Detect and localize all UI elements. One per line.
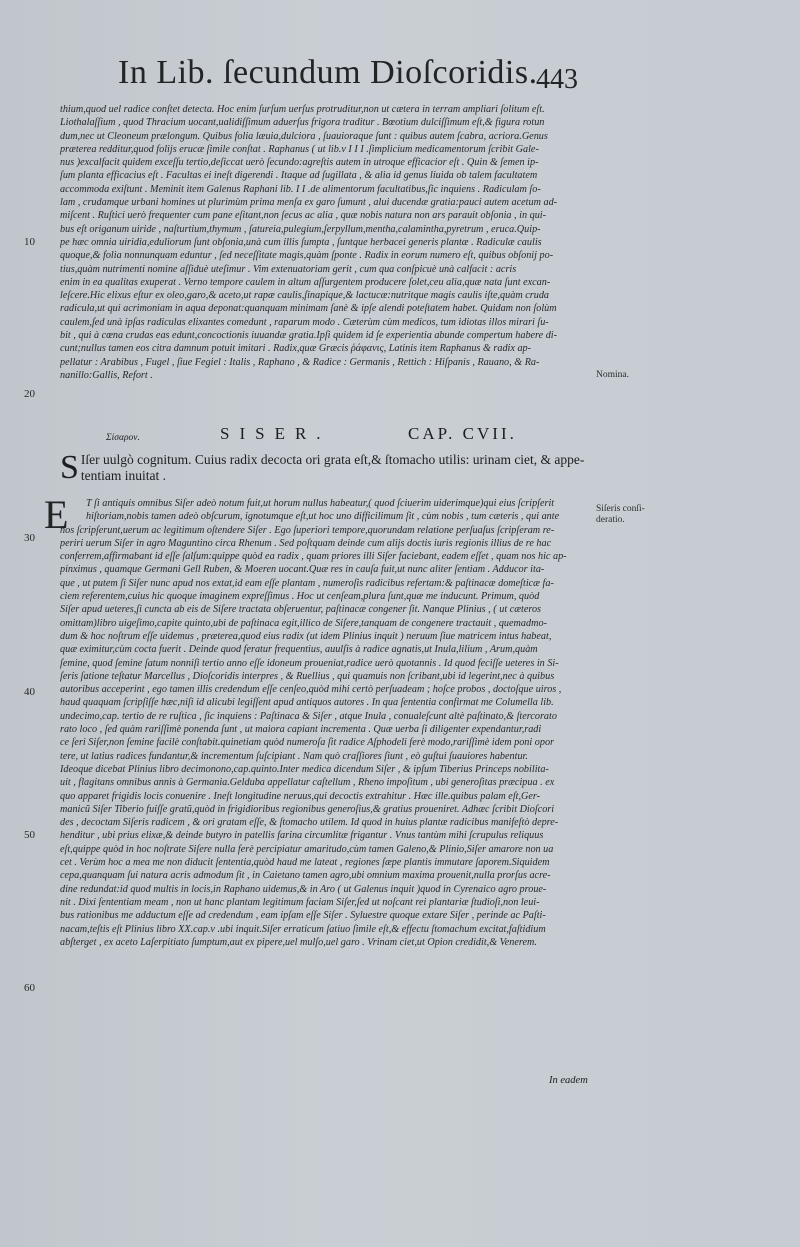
text-line: Ideoque dicebat Plinius libro decimonono,cap.quinto.Inter medica dicendum Siſer , & ipſum Tiberius Princeps nobilita- xyxy=(60,763,549,775)
margin-note-nomina: Nomina. xyxy=(596,370,629,380)
text-line: henditur , ubi prius elixæ,& deinde butyro in patellis farina circumlitæ frigantur . Vnus tantùm mihi ſcrupulus reliquus xyxy=(60,830,544,842)
chapter-summary xyxy=(60,449,600,486)
summary-text: Iſer uulgò cognitum. Cuius radix decocta ori grata eſt,& ſtomacho utilis: urinam ciet, & appe-tentiam inuitat . xyxy=(80,452,585,483)
text-line: rato loco , ſed quàm rariſſimè ponenda ſunt , ut maiora capiant incrementa . Quæ uerba ſi diligenter expendantur,radi xyxy=(60,724,542,736)
text-line: des , decoctam Siſeris radicem , & ori gratam eſſe, & ſtomacho utilem. Id quod in huius plantæ radicibus manifeſtò depre- xyxy=(60,817,559,829)
text-line: ciem referentem,cuius hic quoque imaginem expreſſimus . Hoc ut cenſeam,plura ſunt,quæ me inducunt. Primum, quòd xyxy=(60,591,540,603)
text-line: que , ut putem ſi Siſer nunc apud nos extat,id eam eſſe plantam , numeroſis radicibus refertam:& paſtinacæ domeſticæ fa- xyxy=(60,577,554,589)
text-line: dine redundat:id quod multis in locis,in Raphano uidemus,& in Aro ( ut Galenus inquit )quod in Cyrenaico agro proue- xyxy=(60,883,547,895)
line-number: 10 xyxy=(24,236,35,248)
text-line: accommoda exiſtunt . Meminit item Galenus Raphani lib. I I .de alimentorum facultatibus,ſic inquiens . Radiculam ſo- xyxy=(60,183,541,195)
text-line: periri uerum Siſer in agro Maguntino circa Rhenum . Sed poſtquam deinde cum alijs doctis iuris regionis illius de re hac xyxy=(60,537,552,549)
text-line: Siſer apud ueteres,ſi cuncta ab eis de Siſere tractata obſeruentur, paſtinacæ congener ſit. Nanque Plinius , ( ut cæteros xyxy=(60,604,542,616)
text-line: enim in ea qualitas exuperat . Verno tempore caulem in altum aſſurgentem producere ſolet,ceu alia,quæ nata ſunt excan- xyxy=(60,276,551,288)
text-line: quoque,& folia nonnunquam eduntur , ſed neceſſitate magis,quàm ſponte . Radix in eorum numero eſt, quibus obſonij po- xyxy=(60,250,554,262)
text-line: pe hæc omnia uiridia,eduliorum ſunt obſonia,unà cum illis ſumpta , ſuntque herbacei generis plantæ . Radiculæ caulis xyxy=(60,236,542,248)
chapter-heading: SISER. xyxy=(220,424,331,443)
text-line: tere, ut latius radices fundantur,& incrementum ſuſcipiant . Nam quò craſſiores ſiunt , eò guſtui ſuauiores habentur. xyxy=(60,750,528,762)
text-line: nus )excalfacit quidem exceſſu tertio,deſiccat uerò ſecundo:agreſtis autem in utroque efficacior eſt . Quin & ſemen ip- xyxy=(60,157,539,169)
text-line: pinximus , quamque Germani Gell Ruben, & Moeren uocant.Quæ res in cauſa fuit,ut nunc aliter ſentiam . Adducor ita- xyxy=(60,564,545,576)
text-line: ſemine, quod ſemine ſatum nonniſi tertio anno eſſe idoneum proueniat,radice uerò quotannis . Id quod feciſſe ueteres in Si- xyxy=(60,657,559,669)
drop-cap-initial: E xyxy=(44,492,69,537)
text-line: præterea redditur,quod folijs erucæ ſimile conſtat . Raphanus ( ut lib.v I I I .ſimplicium medicamentorum ſcribit Gale- xyxy=(60,143,539,155)
text-line: abſterget , ex aceto Laſerpitiato ſumptum,aut ex pipere,uel mulſo,uel garo . Vrinam ciet,ut Opion credidit,& Venerem. xyxy=(60,936,537,948)
text-line: bus eſt origanum uiride , naſturtium,thymum , ſatureia,pulegium,ſerpyllum,mentha,calamintha,pyretrum , eruca.Quip- xyxy=(60,223,541,235)
page-number: 443 xyxy=(536,64,578,95)
text-line: dum,nec ut Cleoneum prælongum. Quibus folia læuia,dulciora , ſuauioraque ſunt : quibus autem ſcabra, acriora.Genus xyxy=(60,130,548,142)
text-line: eſt,quippe quòd in hoc noſtrate Siſere nulla ferè percipiatur amaritudo,cùm tamen Galeno,& Plinio,Siſer amarore non ua xyxy=(60,843,554,855)
text-line: pellatur : Arabibus , Fugel , ſiue Fegiel : Italis , Raphano , & Radice : Germanis , Rettich : Hiſpanis , Rauano, & Ra- xyxy=(60,356,540,368)
text-line: bit , qui à cœna crudas eas edunt,concoctionis iuuandæ gratia.Ipſi quidem id ſe experientia abunde compertum habere di- xyxy=(60,330,558,342)
margin-note-line: deratio. xyxy=(596,515,625,525)
text-line: T ſi antiquis omnibus Siſer adeò notum fuit,ut horum nullus habeatur,( quod ſciuerim uiderimque)qui eius ſcripſerit xyxy=(86,498,555,509)
text-line: radicula,ut qui acrimoniam in aqua deponat:quanquam minimam ſanè & ipſe alendi poteſtatem habet. Quidam non ſolùm xyxy=(60,303,557,315)
text-line: nos ſcripſerunt,uerum ac legitimum oſtendere Siſer . Ego ſuperiori tempore,quorundam relatione perſuaſus ſcripſeram re- xyxy=(60,524,555,536)
text-line: thium,quod uel radice conſtet detecta. Hoc enim ſurſum uerſus protruditur,non ut cætera in terram ampliari ſolitum eſt. xyxy=(60,104,545,115)
text-line: uit , flagitans omnibus annis à Germania.Gelduba appellatur caſtellum , Rheno impoſitum , ubi generoſitas præcipua . ex xyxy=(60,777,555,789)
summary-initial: S xyxy=(60,449,79,486)
text-line: tius,quàm nutrimenti nomine aſſiduè uteſimur . Vim extenuatoriam gerit , cum qua conſpicuè unà calfacit : acris xyxy=(60,263,517,275)
text-line: caulem,ſed unà ipſas radiculas elixantes comedunt , raparum modo . Cæterùm cùm medicos, tum idiotas illos mirari ſu- xyxy=(60,316,549,328)
text-line: undecimo,cap. tertio de re ruſtica , ſic inquiens : Paſtinaca & Siſer , atque Inula , conualeſcunt altè paſtinato,& ſtercorato xyxy=(60,710,557,722)
margin-note-line: Siſeris conſi- xyxy=(596,504,645,514)
text-line: lam , crudamque urbani homines ut plurimùm prima menſa ex garo ſumunt , alui ducendæ gratia:pauci autem acetum ad- xyxy=(60,197,558,209)
text-line: miſcent . Ruſtici uerò frequenter cum pane eſitant,non ſecus ac alia , quæ nobis natura non ars parauit obſonia , in qui- xyxy=(60,210,547,222)
text-line: quæ eximitur,cùm cocta fuerit . Deinde quod feratur frequentius, auulſis à radice agnatis,ut Inula,lilium , Arum,quàm xyxy=(60,644,538,656)
text-line: hiſtoriam,nobis tamen adeò obſcurum, ignotumque eſt,ut hoc uno difficilimum ſit , cùm nobis , tum cæteris , qui ante xyxy=(86,511,560,523)
text-line: autoribus acceperint , ego tamen illis credendum eſſe cenſeo,quòd mihi certò perſuadeam ; hoſce probos , doctoſque uiros , xyxy=(60,684,562,696)
text-line: conferrem,affirmabant id eſſe ſalſum:quippe quòd ea radix , quam priores illi Siſer faciebant, eadem eſſet , quam nos hic ap- xyxy=(60,551,567,563)
greek-plant-name: Σίσαρον. xyxy=(106,433,140,443)
text-line: quo apparet frigidis locis conuenire . Ineſt longitudine neruus,qui decoctis extrahitur . Hæc ille.quibus palam eſt,Ger- xyxy=(60,790,541,802)
text-line: cet . Verùm hoc a mea me non diducit ſententia,quòd haud me lateat , regiones ſæpe plantis immutare ſaporem.Siquidem xyxy=(60,857,550,869)
text-line: nanillo:Gallis, Refort . xyxy=(60,369,153,381)
text-line: bus rationibus me adductum eſſe ad credendum , eam ipſam eſſe Siſer . Syluestre quoque extare Siſer , perinde ac Paſti- xyxy=(60,910,546,922)
text-block-siser xyxy=(60,497,592,1067)
text-line: manicũ Siſer Tiberio fuiſſe gratũ,quòd in frigidioribus regionibus generoſius,& gratius proueniret. Adhæc ſcribit Dioſcori xyxy=(60,803,555,815)
text-line: cepa,quanquam ſui natura acris admodum ſit , in Caietano tamen agro,ubi omnium maxima prouenit,nulla prorſus acre- xyxy=(60,870,551,882)
margin-note-siseris xyxy=(596,504,645,526)
line-number: 60 xyxy=(24,982,35,994)
text-line: leſcere.Hic elixus eſtur ex oleo,garo,& aceto,ut rapæ caulis,ſinapique,& lactucæ:nutritque magis caulis iſte,quàm cruda xyxy=(60,290,550,302)
line-number: 50 xyxy=(24,829,35,841)
text-line: cunt;nullus tamen eos citra damnum potuit imitari . Radix,quæ Græcis ῥάφανις, Latinis item Raphanus & radix ap- xyxy=(60,343,532,355)
text-line: omittam)libro uigeſimo,capite quinto,ubi de paſtinaca egit,illico de Siſere,tanquam de congenere tractauit , quemadmo- xyxy=(60,617,547,629)
line-number: 30 xyxy=(24,532,35,544)
running-title: In Lib. ſecundum Dioſcoridis. xyxy=(118,54,538,91)
text-line: nacam,teſtis eſt Plinius libro XX.cap.v .ubi inquit.Siſer erraticum ſatiuo ſimile eſt,& effectu ſtomachum excitat,faſtidium xyxy=(60,923,546,935)
text-line: haud quaquam ſcripſiſſe hæc,niſi id alicubi legiſſent apud antiquos autores . In qua ſententia confirmat me Columella lib. xyxy=(60,697,554,709)
line-number: 40 xyxy=(24,686,35,698)
text-line: nit . Dixi ſententiam meam , non ut hanc plantam legitimum faciam Siſer,ſed ut noſcant rei plantariæ ſtudioſi,non leui- xyxy=(60,896,540,908)
text-line: ce ſeri Siſer,non ſemine facilè conſtabit.quinetiam quòd numeroſa ſit radice Aſphodeli ferè modo,rariſſimè idem poni opor xyxy=(60,737,555,749)
text-line: ſeris ſatione teſtatur Marcellus , Dioſcoridis interpres , & Ruellius , qui quamuis non ſcribant,ubi id legerint,nec à quibus xyxy=(60,670,555,682)
catchword: In eadem xyxy=(549,1075,588,1086)
text-block-raphanus xyxy=(60,103,592,401)
text-line: dum & hoc noſtrum eſſe uidemus , præterea,quod eius radix (ut idem Plinius inquit ) neruum ſiue matricem intus habeat, xyxy=(60,630,552,642)
text-line: ſum planta efficacius eſt . Facultas ei ineſt digerendi . Itaque ad ſugillata , & alia id genus liuida ob talem facultatem xyxy=(60,170,538,182)
text-line: Liothalaſſium , quod Thracium uocant,ualidiſſimum aduerſus frigora traditur . Bœotium dulciſſimum eſt,& figura rotun xyxy=(60,117,545,129)
chapter-number: CAP. CVII. xyxy=(408,424,517,443)
line-number: 20 xyxy=(24,388,35,400)
